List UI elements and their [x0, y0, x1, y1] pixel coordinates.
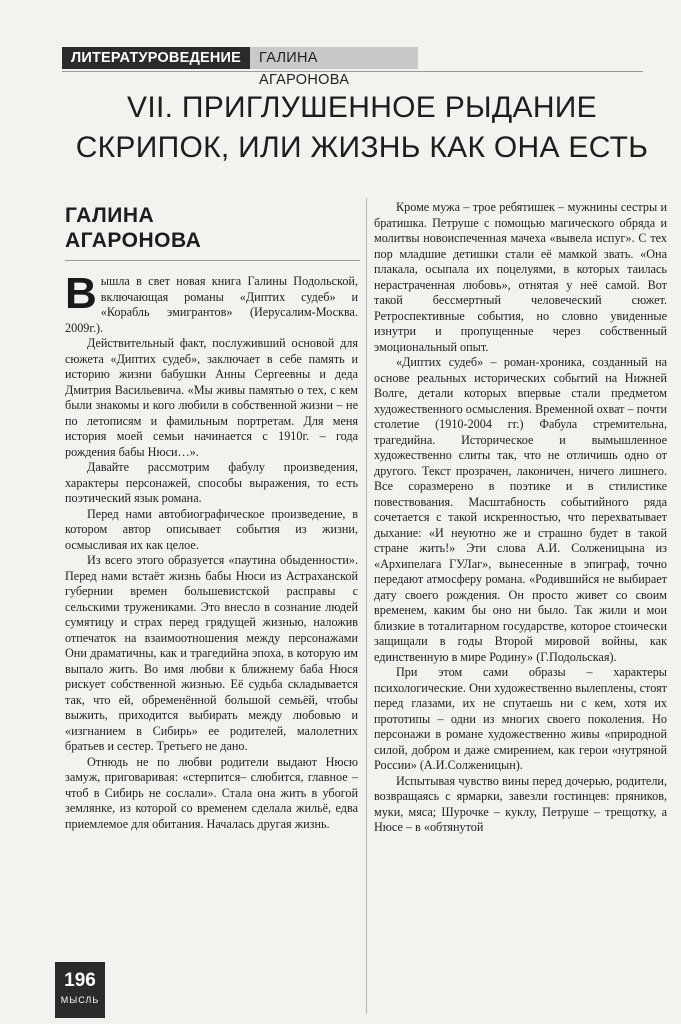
paragraph: Отнюдь не по любви родители выдают Нюсю замуж, приговаривая: «стерпится– слюбится, главное – чтоб в Сибирь не сослали». Стала она жить в убогой землянке, из которой со временем сделала жильё, едва приемлемое для обитания. Началась другая жизнь. — [65, 754, 358, 831]
author-first-name: ГАЛИНА — [65, 204, 155, 227]
page-number: 196 — [64, 970, 96, 991]
header-author: ГАЛИНА АГАРОНОВА — [250, 47, 418, 69]
paragraph: При этом сами образы – характеры психологические. Они художественно вылеплены, стоят перед глазами, их не спутаешь ни с кем, хотя их прототипы – одни из многих своего поколения. Но персонажи в романе художественно живы «природной силой, добром и даже смирением, как герои «нутряной России» (А.И.Солженицын). — [374, 665, 667, 772]
header-divider — [62, 71, 643, 72]
title-line-2: СКРИПОК, ИЛИ ЖИЗНЬ КАК ОНА ЕСТЬ — [75, 131, 649, 164]
page-number-box — [55, 962, 105, 1018]
left-column — [65, 269, 358, 832]
magazine-name: МЫСЛЬ — [60, 995, 100, 1005]
paragraph: Вышла в свет новая книга Галины Подольской, включающая романы «Диптих судеб» и «Корабль эмигрантов» (Иерусалим-Москва. 2009г.). — [65, 269, 358, 335]
right-column — [374, 200, 667, 836]
article-title — [62, 88, 662, 168]
page-header — [62, 47, 418, 88]
column-divider — [366, 198, 367, 1014]
paragraph: Перед нами автобиографическое произведение, в котором автор описывает события из жизни, осмысливая их как целое. — [65, 506, 358, 552]
paragraph: «Диптих судеб» – роман-хроника, созданный на основе реальных исторических событий на Нижней Волге, детали которых впервые стали предметом художественного осмысления. Временной охват – почти столетие (1910-2004 гг.) Фабула стремительна, трагедийна. Историческое и вымышленное художественно слиты так, что не отличишь одно от другого. Текст прозрачен, лаконичен, ничего лишнего. Все соразмерено в поэтике и в стилистике повествования. Масштабность событийного ряда сочетается с такой искренностью, что перехватывает дыхание: «И неуютно же и страшно будет в такой стране жить!» Эти слова А.И. Солженицына из «Архипелага ГУЛаг», вынесенные в эпиграф, точно передают атмосферу романа. «Родившийся не выбирает дату своего рождения. Он просто живет со своим временем, каким бы оно ни было. Так жили и мои близкие в тоталитарном государстве, которое стоически защищали в годы Второй мировой войны, как единственную в мире Родину» (Г.Подольская). — [374, 355, 667, 664]
paragraph: Давайте рассмотрим фабулу произведения, характеры персонажей, способы выражения, то есть поэтический язык романа. — [65, 460, 358, 505]
section-label: ЛИТЕРАТУРОВЕДЕНИЕ — [62, 47, 250, 69]
author-divider — [65, 260, 360, 261]
paragraph: Из всего этого образуется «паутина обыденности». Перед нами встаёт жизнь бабы Нюси из Астраханской губернии времен большевистской расправы с сельскими тружениками. Это внесло в сознание людей сумятицу и страх перед грядущей жизнью, наложив отпечаток на взаимоотношения между персонажами Они драматичны, как и трагедийна эпоха, в которую им выпало жить. Во имя любви к ближнему баба Нюся рискует собственной жизнью. Её судьба складывается так, что ей, обременённой большой семьёй, чтобы выжить, приходится выбирать между любовью и «изгнанием в Сибирь» ее родителей, малолетних братьев и сестер. Третьего не дано. — [65, 553, 358, 753]
author-last-name: АГАРОНОВА — [65, 229, 202, 252]
paragraph: Действительный факт, послуживший основой для сюжета «Диптих судеб», заключает в себе память и историю жизни бабушки Анны Сергеевны и деда Дмитрия Васильевича. «Мы живы памятью о тех, с кем были знакомы и кого любили в собственной жизни – не по летописям и фамильным портретам. Для меня история моей семьи начинается с 1910г. – года рождения бабы Нюси…». — [65, 336, 358, 459]
title-line-1: VII. ПРИГЛУШЕННОЕ РЫДАНИЕ — [127, 91, 597, 124]
author-byline — [65, 203, 265, 253]
paragraph: Испытывая чувство вины перед дочерью, родители, возвращаясь с ярмарки, завезли гостинцев: пряников, муки, мяса; Шурочке – куклу, Петруше – трещотку, а Нюсе – в «обтянутой — [374, 773, 667, 834]
paragraph: Кроме мужа – трое ребятишек – мужнины сестры и братишка. Петруше с помощью магического обряда и молитвы новоиспеченная мачеха «вывела испуг». С тех пор младшие детишки стали её мамкой звать. «Она плакала, осыпала их поцелуями, в которых таилась нерастраченная любовь», отнятая у неё самой. Вот такой бессмертный человеческий сюжет. Ретроспективные события, но словно увиденные изнутри и пропущенные через собственный эмоциональный опыт. — [374, 200, 667, 354]
